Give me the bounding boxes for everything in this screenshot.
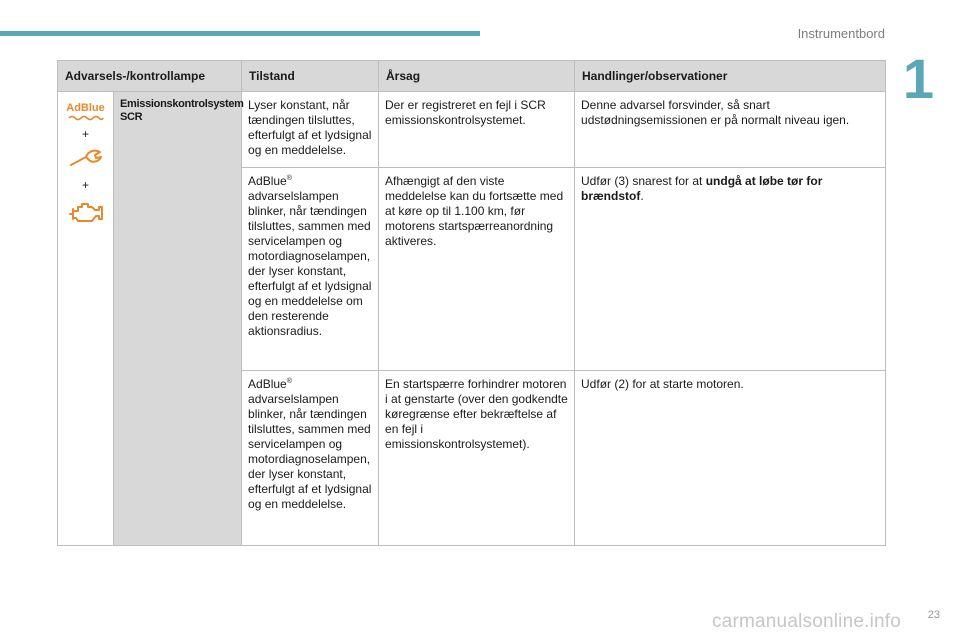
column-header-lamp: Advarsels-/kontrollampe — [58, 61, 242, 92]
header-accent-bar — [0, 31, 480, 36]
lamp-icons-cell — [58, 92, 114, 546]
table-row — [58, 92, 886, 168]
registered-mark: ® — [286, 378, 292, 385]
action-emphasis: undgå at løbe tør for brændstof — [581, 174, 823, 203]
cause-cell: Der er registreret en fejl i SCR emissionskontrolsystemet. — [379, 92, 575, 168]
plus-sign: + — [81, 127, 89, 141]
action-cell: Denne advarsel forsvinder, så snart udstødningsemissionen er på normalt niveau igen. — [575, 92, 886, 168]
adblue-brand: AdBlue — [248, 377, 287, 391]
chapter-number: 1 — [902, 47, 934, 110]
cause-cell: Afhængigt af den viste meddelelse kan du fortsætte med at køre op til 1.100 km, før motorens startspærreanordning aktiveres. — [379, 168, 575, 371]
watermark: carmanualsonline.info — [712, 611, 902, 632]
wrench-icon — [68, 148, 104, 172]
plus-sign: + — [81, 178, 89, 192]
column-header-cause: Årsag — [379, 61, 575, 92]
adblue-icon — [66, 102, 105, 121]
action-cell — [575, 168, 886, 371]
action-cell: Udfør (2) for at starte motoren. — [575, 371, 886, 546]
condition-cell — [242, 371, 379, 546]
table-header-row — [58, 61, 886, 92]
section-title: Instrumentbord — [797, 26, 885, 41]
column-header-condition: Tilstand — [242, 61, 379, 92]
condition-text: advarselslampen blinker, når tændingen tilsluttes, sammen med servicelampen og motordiagnoselampen, der lyser konstant, efterfulgt af et lydsignal og en meddelelse. — [248, 392, 372, 511]
condition-cell — [242, 168, 379, 371]
adblue-label: AdBlue — [66, 102, 105, 114]
cause-cell: En startspærre forhindrer motoren i at genstarte (over den godkendte køregrænse efter bekræftelse af en fejl i emissionskontrolsystemet). — [379, 371, 575, 546]
action-prefix: Udfør (3) snarest for at — [581, 174, 706, 188]
condition-text: advarselslampen blinker, når tændingen tilsluttes, sammen med servicelampen og motordiagnoselampen, der lyser konstant, efterfulgt af et lydsignal og en meddelelse om den resterende aktionsradius. — [248, 189, 372, 338]
condition-cell: Lyser konstant, når tændingen tilsluttes, efterfulgt af et lydsignal og en meddelelse. — [242, 92, 379, 168]
column-header-action: Handlinger/observationer — [575, 61, 886, 92]
warning-lamp-table — [57, 60, 886, 546]
adblue-brand: AdBlue — [248, 174, 287, 188]
engine-icon — [67, 199, 105, 229]
registered-mark: ® — [286, 175, 292, 182]
lamp-function-label: Emissionskontrolsystem SCR — [114, 92, 242, 546]
page-number: 23 — [927, 609, 940, 621]
action-suffix: . — [640, 189, 644, 203]
